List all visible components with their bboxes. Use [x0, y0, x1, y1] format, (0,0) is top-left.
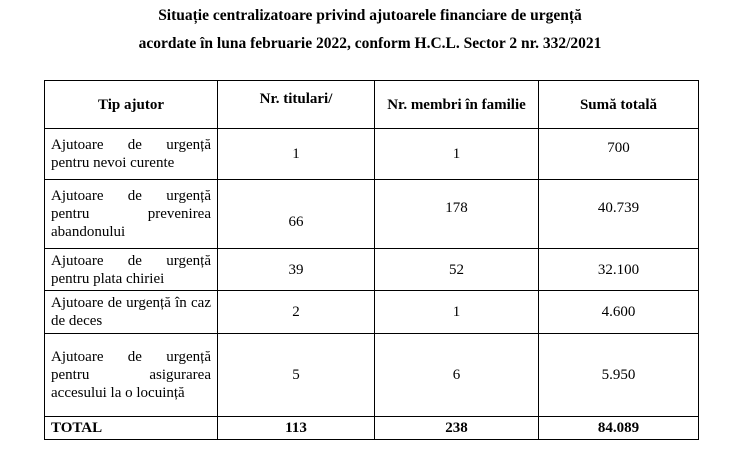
- row-suma: [539, 180, 699, 249]
- row-nr-titulari: 1: [218, 129, 375, 180]
- aid-summary-table: [44, 80, 699, 440]
- row-suma-value: 700: [607, 140, 630, 156]
- header-nr-membri: Nr. membri în familie: [375, 81, 539, 129]
- row-nr-titulari: 39: [218, 249, 375, 291]
- total-nr-titulari: 113: [218, 417, 375, 440]
- document-title-line-2: acordate în luna februarie 2022, conform H.C.L. Sector 2 nr. 332/2021: [138, 35, 602, 52]
- table-row: [45, 249, 699, 291]
- header-tip-ajutor: Tip ajutor: [45, 81, 218, 129]
- total-nr-membri: 238: [375, 417, 539, 440]
- row-nr-titulari-value: 66: [288, 214, 304, 230]
- row-nr-titulari: 5: [218, 334, 375, 417]
- total-suma: 84.089: [539, 417, 699, 440]
- row-nr-titulari: 2: [218, 291, 375, 334]
- header-nr-titulari-text: Nr. titulari/: [259, 90, 333, 107]
- row-nr-membri-value: 178: [445, 200, 468, 216]
- row-nr-membri: 6: [375, 334, 539, 417]
- header-suma-totala: Sumă totală: [539, 81, 699, 129]
- table-total-row: [45, 417, 699, 440]
- row-suma-value: 40.739: [597, 200, 640, 216]
- row-nr-membri: 1: [375, 291, 539, 334]
- row-nr-membri: [375, 180, 539, 249]
- header-nr-titulari: [218, 81, 375, 129]
- table-row: [45, 129, 699, 180]
- row-suma: [539, 129, 699, 180]
- row-tip-ajutor: Ajutoare de urgență în caz de deces: [45, 291, 218, 334]
- table-row: [45, 334, 699, 417]
- document-title-line-1: Situație centralizatoare privind ajutoarele financiare de urgență: [158, 7, 582, 24]
- table-row: [45, 291, 699, 334]
- row-nr-membri: 1: [375, 129, 539, 180]
- row-tip-ajutor: Ajutoare de urgență pentru plata chiriei: [45, 249, 218, 291]
- table-row: [45, 180, 699, 249]
- row-nr-membri: 52: [375, 249, 539, 291]
- row-tip-ajutor: Ajutoare de urgență pentru asigurarea accesului la o locuință: [45, 334, 218, 417]
- row-suma: 5.950: [539, 334, 699, 417]
- table-header-row: [45, 81, 699, 129]
- row-tip-ajutor: Ajutoare de urgență pentru prevenirea abandonului: [45, 180, 218, 249]
- row-nr-titulari: [218, 180, 375, 249]
- row-suma: 4.600: [539, 291, 699, 334]
- total-label: TOTAL: [45, 417, 218, 440]
- row-tip-ajutor: Ajutoare de urgență pentru nevoi curente: [45, 129, 218, 180]
- row-suma: 32.100: [539, 249, 699, 291]
